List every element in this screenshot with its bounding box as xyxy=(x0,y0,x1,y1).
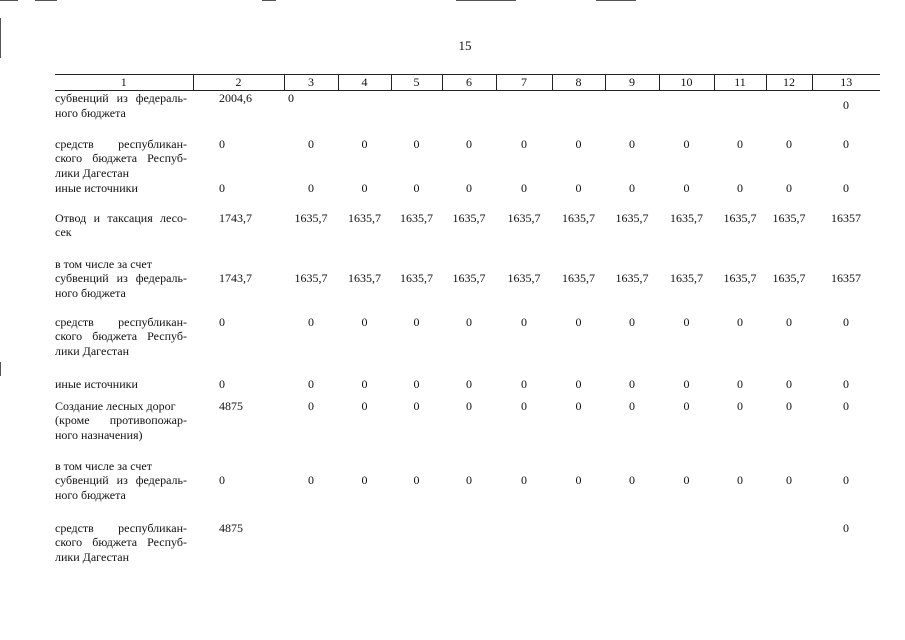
table-cell: 0 xyxy=(843,473,849,487)
table-cell: 0 xyxy=(308,314,314,329)
row-label-line: ного бюджета xyxy=(55,487,126,502)
row-label xyxy=(55,399,193,459)
row-label-line: субвенций из федераль- xyxy=(55,271,187,285)
column-header: 11 xyxy=(714,75,766,91)
table-cell: 0 xyxy=(629,136,635,151)
scan-edge-mark xyxy=(35,0,57,1)
column-header: 2 xyxy=(193,75,284,91)
row-label xyxy=(55,211,193,257)
table-cell: 0 xyxy=(786,376,792,391)
table-cell: 1635,7 xyxy=(348,210,381,225)
table-cell xyxy=(338,521,391,571)
table-cell: 1635,7 xyxy=(615,210,649,225)
table-cell: 0 xyxy=(575,180,582,195)
table-cell: 0 xyxy=(786,398,792,413)
table-cell: 0 xyxy=(786,473,792,487)
table-cell: 0 xyxy=(219,180,225,195)
row-label-line: средств республикан- xyxy=(55,314,187,329)
page-number: 15 xyxy=(458,38,472,53)
table-cell: 0 xyxy=(843,376,849,391)
table-cell: 0 xyxy=(737,376,743,391)
table-cell xyxy=(766,521,812,571)
table-cell xyxy=(391,91,442,137)
table-cell xyxy=(391,521,442,571)
table-cell: 1635,7 xyxy=(562,210,595,225)
table-cell xyxy=(659,91,714,137)
table-cell: 1635,7 xyxy=(723,210,757,225)
table-cell: 0 xyxy=(786,180,792,195)
table-cell: 0 xyxy=(843,136,849,151)
table-cell: 0 xyxy=(521,376,527,391)
table-row xyxy=(55,181,880,211)
table-row xyxy=(55,257,880,315)
row-label-line: лики Дагестан xyxy=(55,549,130,564)
table-cell: 0 xyxy=(308,180,314,195)
row-label xyxy=(55,459,193,521)
table-cell: 0 xyxy=(843,180,849,195)
table-row xyxy=(55,459,880,521)
scan-edge-mark xyxy=(0,18,1,58)
table-row xyxy=(55,91,880,137)
row-label xyxy=(55,521,193,571)
table-cell: 0 xyxy=(521,180,527,195)
table-cell: 0 xyxy=(361,398,368,413)
table-cell: 4875 xyxy=(219,520,243,535)
table-cell: 0 xyxy=(683,314,690,329)
table-cell xyxy=(714,521,766,571)
table-cell: 0 xyxy=(466,180,472,195)
table-cell: 0 xyxy=(466,398,472,413)
table-cell: 0 xyxy=(466,473,472,487)
table-cell: 0 xyxy=(466,376,472,391)
table-cell: 1635,7 xyxy=(452,271,486,285)
table-cell: 0 xyxy=(629,398,635,413)
table-cell: 0 xyxy=(413,180,420,195)
row-label-line: Отвод и таксация лесо- xyxy=(55,210,187,225)
table-cell: 0 xyxy=(413,376,420,391)
table-cell: 0 xyxy=(413,398,420,413)
table-cell: 0 xyxy=(361,136,368,151)
table-cell xyxy=(552,521,605,571)
table-cell xyxy=(766,91,812,137)
table-cell: 1635,7 xyxy=(294,271,328,285)
table-cell xyxy=(496,521,552,571)
row-label-line: субвенций из федераль- xyxy=(55,473,187,487)
column-header: 7 xyxy=(496,75,552,91)
column-header: 3 xyxy=(284,75,338,91)
table-cell: 0 xyxy=(308,398,314,413)
table-cell xyxy=(605,521,659,571)
table-cell: 1635,7 xyxy=(452,210,486,225)
row-label-line: лики Дагестан xyxy=(55,343,130,358)
scan-edge-mark xyxy=(0,362,1,376)
table-cell: 0 xyxy=(843,398,849,413)
table-cell: 1635,7 xyxy=(670,271,703,285)
row-label-line: в том числе за счет xyxy=(55,458,152,473)
column-header: 6 xyxy=(442,75,496,91)
table-cell: 0 xyxy=(219,314,225,329)
table-cell: 0 xyxy=(737,180,743,195)
table-cell: 0 xyxy=(786,136,792,151)
column-header: 5 xyxy=(391,75,442,91)
column-header: 13 xyxy=(812,75,880,91)
table-cell: 1635,7 xyxy=(772,271,806,285)
row-label-line: сек xyxy=(55,225,72,239)
table-cell xyxy=(714,91,766,137)
row-label-line: (кроме противопожар- xyxy=(55,413,187,427)
table-cell: 0 xyxy=(413,473,420,487)
table-cell: 1635,7 xyxy=(507,210,541,225)
column-header: 8 xyxy=(552,75,605,91)
table-row xyxy=(55,211,880,257)
column-header: 1 xyxy=(55,75,193,91)
table-cell: 0 xyxy=(575,136,582,151)
table-row xyxy=(55,521,880,571)
table-cell: 0 xyxy=(683,398,690,413)
table-cell: 0 xyxy=(466,314,472,329)
table-row xyxy=(55,315,880,377)
table-cell: 0 xyxy=(683,473,690,487)
row-label-line: ного бюджета xyxy=(55,105,126,120)
row-label xyxy=(55,377,193,399)
table-cell: 0 xyxy=(361,180,368,195)
table-cell xyxy=(552,91,605,137)
row-label-line: иные источники xyxy=(55,180,138,195)
row-label-line: ного бюджета xyxy=(55,285,126,300)
table-cell: 1635,7 xyxy=(772,210,806,225)
table-cell: 0 xyxy=(521,473,527,487)
table-cell: 1635,7 xyxy=(507,271,541,285)
table-cell: 0 xyxy=(737,136,743,151)
table-cell: 0 xyxy=(521,398,527,413)
table-cell: 1635,7 xyxy=(348,271,381,285)
table-cell: 0 xyxy=(219,136,225,151)
table-cell: 1635,7 xyxy=(400,210,433,225)
scan-edge-mark xyxy=(456,0,516,1)
table-cell: 0 xyxy=(413,314,420,329)
table-cell: 0 xyxy=(413,136,420,151)
row-label-line: субвенций из федераль- xyxy=(55,91,187,105)
scan-edge-mark xyxy=(596,0,636,1)
table-cell: 0 xyxy=(629,180,635,195)
table-cell: 0 xyxy=(737,398,743,413)
row-label xyxy=(55,137,193,181)
table-cell: 1743,7 xyxy=(219,271,252,285)
row-label-line: средств республикан- xyxy=(55,520,187,535)
scan-edge-mark xyxy=(262,0,276,1)
table-cell: 0 xyxy=(786,314,792,329)
table-cell: 0 xyxy=(521,314,527,329)
column-header: 9 xyxy=(605,75,659,91)
table-cell: 0 xyxy=(629,473,635,487)
row-label-line: в том числе за счет xyxy=(55,256,152,271)
table-cell: 0 xyxy=(737,473,743,487)
scan-edge-mark xyxy=(0,0,18,1)
column-header: 12 xyxy=(766,75,812,91)
table-cell: 16357 xyxy=(831,210,861,225)
row-label-line: ного назначения) xyxy=(55,427,143,442)
row-label-line: Создание лесных дорог xyxy=(55,398,176,413)
table-cell: 0 xyxy=(575,473,582,487)
table-cell: 0 xyxy=(843,520,849,535)
table-cell: 0 xyxy=(521,136,527,151)
table-header-row xyxy=(55,75,880,91)
table-cell: 1635,7 xyxy=(670,210,703,225)
table-cell: 1635,7 xyxy=(562,271,595,285)
table-cell: 0 xyxy=(288,91,294,105)
table-cell: 0 xyxy=(737,314,743,329)
table-cell xyxy=(605,91,659,137)
table-cell: 0 xyxy=(308,136,314,151)
row-label-line: ского бюджета Респуб- xyxy=(55,535,187,549)
column-header: 10 xyxy=(659,75,714,91)
budget-table xyxy=(55,74,880,571)
table-cell: 0 xyxy=(575,314,582,329)
table-cell: 0 xyxy=(308,473,314,487)
table-cell xyxy=(659,521,714,571)
table-cell xyxy=(338,91,391,137)
table-cell: 0 xyxy=(361,314,368,329)
row-label-line: иные источники xyxy=(55,376,138,391)
table-cell: 0 xyxy=(843,314,849,329)
table-cell: 1635,7 xyxy=(400,271,433,285)
table-cell: 0 xyxy=(843,98,849,112)
table-row xyxy=(55,377,880,399)
table-cell: 1635,7 xyxy=(723,271,757,285)
table-cell: 1635,7 xyxy=(615,271,649,285)
table-cell xyxy=(284,521,338,571)
table-cell: 0 xyxy=(219,473,225,487)
row-label-line: средств республикан- xyxy=(55,136,187,151)
table-cell: 4875 xyxy=(219,398,243,413)
table-cell: 0 xyxy=(629,376,635,391)
column-header: 4 xyxy=(338,75,391,91)
row-label xyxy=(55,181,193,211)
table-cell: 0 xyxy=(219,376,225,391)
table-cell: 0 xyxy=(683,180,690,195)
row-label xyxy=(55,257,193,315)
table-cell: 0 xyxy=(683,136,690,151)
row-label xyxy=(55,315,193,377)
table-cell xyxy=(442,91,496,137)
table-cell: 2004,6 xyxy=(219,91,252,105)
table-cell: 1635,7 xyxy=(294,210,328,225)
table-cell: 0 xyxy=(308,376,314,391)
table-cell: 0 xyxy=(361,376,368,391)
table-cell: 16357 xyxy=(831,271,861,285)
row-label-line: ского бюджета Респуб- xyxy=(55,151,187,165)
table-row xyxy=(55,399,880,459)
table-cell: 0 xyxy=(683,376,690,391)
table-cell xyxy=(442,521,496,571)
table-cell: 0 xyxy=(575,376,582,391)
table-cell: 0 xyxy=(466,136,472,151)
table-cell xyxy=(496,91,552,137)
table-cell: 0 xyxy=(575,398,582,413)
table-row xyxy=(55,137,880,181)
table-cell: 0 xyxy=(629,314,635,329)
row-label-line: ского бюджета Респуб- xyxy=(55,329,187,343)
table-cell: 1743,7 xyxy=(219,210,252,225)
row-label-line: лики Дагестан xyxy=(55,165,130,180)
table-cell: 0 xyxy=(361,473,368,487)
row-label xyxy=(55,91,193,137)
